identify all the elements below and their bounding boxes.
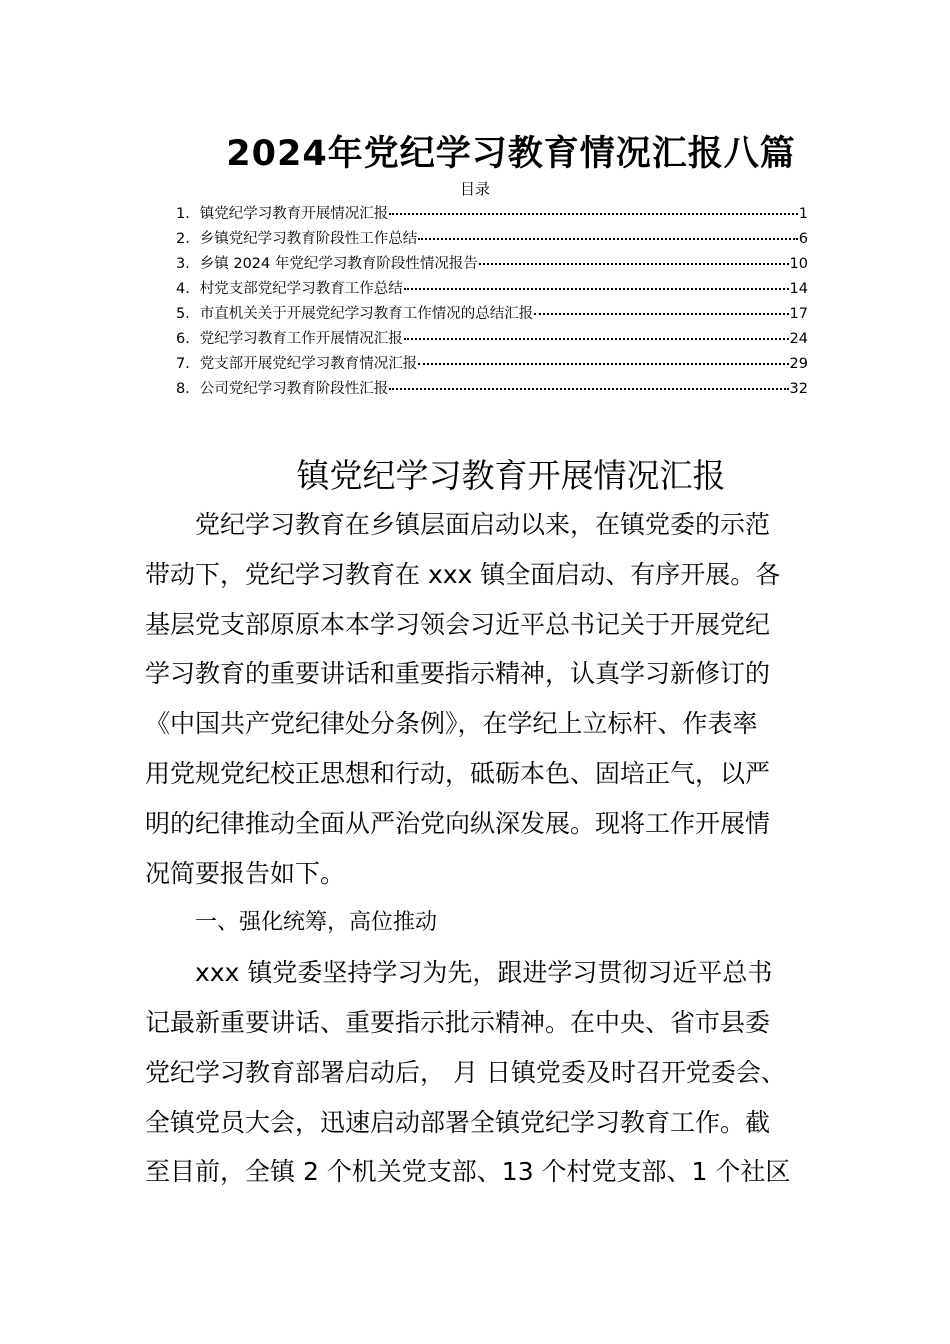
toc-entry-number: 5． [176, 306, 200, 322]
toc-entry-label: 乡镇党纪学习教育阶段性工作总结 [199, 231, 418, 247]
document-title: 2024年党纪学习教育情况汇报八篇 [226, 134, 796, 174]
toc-leader-dots [418, 363, 788, 365]
toc-entry-page: 10 [789, 256, 808, 272]
table-of-contents [176, 202, 808, 402]
body-line: 用党规党纪校正思想和行动，砥砺本色、固培正气，以严 [145, 758, 771, 788]
toc-leader-dots [404, 288, 789, 290]
toc-leader-dots [418, 238, 798, 240]
toc-entry-2[interactable] [176, 227, 808, 252]
toc-leader-dots [389, 213, 798, 215]
toc-entry-page: 1 [798, 206, 808, 222]
body-line: 学习教育的重要讲话和重要指示精神，认真学习新修订的 [145, 659, 771, 689]
toc-entry-page: 17 [789, 306, 808, 322]
body-line: 全镇党员大会，迅速启动部署全镇党纪学习教育工作。截 [145, 1107, 771, 1137]
toc-entry-number: 2． [176, 231, 200, 247]
toc-entry-4[interactable] [176, 277, 808, 302]
toc-entry-label: 镇党纪学习教育开展情况汇报 [199, 206, 389, 222]
toc-entry-7[interactable] [176, 352, 808, 377]
toc-entry-number: 1． [176, 206, 200, 222]
toc-entry-number: 4． [176, 281, 200, 297]
body-line: 况简要报告如下。 [145, 858, 346, 888]
body-line: 至目前，全镇 2 个机关党支部、13 个村党支部、1 个社区 [145, 1157, 791, 1187]
toc-entry-number: 3． [176, 256, 200, 272]
toc-entry-8[interactable] [176, 377, 808, 402]
toc-entry-1[interactable] [176, 202, 808, 227]
toc-entry-number: 8． [176, 381, 200, 397]
body-line: 带动下，党纪学习教育在 xxx 镇全面启动、有序开展。各 [145, 559, 781, 589]
toc-entry-5[interactable] [176, 302, 808, 327]
toc-entry-label: 党纪学习教育工作开展情况汇报 [199, 331, 403, 347]
toc-entry-page: 6 [798, 231, 808, 247]
section-title: 镇党纪学习教育开展情况汇报 [296, 456, 726, 495]
toc-leader-dots [404, 338, 789, 340]
toc-leader-dots [534, 313, 788, 315]
toc-entry-page: 32 [789, 381, 808, 397]
toc-entry-number: 7． [176, 356, 200, 372]
body-line: 明的纪律推动全面从严治党向纵深发展。现将工作开展情 [145, 808, 771, 838]
toc-entry-label: 党支部开展党纪学习教育情况汇报 [199, 356, 418, 372]
toc-entry-label: 公司党纪学习教育阶段性汇报 [199, 381, 389, 397]
body-text [145, 500, 810, 1197]
toc-entry-page: 29 [789, 356, 808, 372]
toc-entry-label: 市直机关关于开展党纪学习教育工作情况的总结汇报 [199, 306, 534, 322]
toc-leader-dots [389, 388, 788, 390]
body-line: 《中国共产党纪律处分条例》，在学纪上立标杆、作表率 [145, 709, 758, 739]
toc-leader-dots [479, 263, 789, 265]
toc-entry-page: 24 [789, 331, 808, 347]
toc-entry-label: 乡镇 2024 年党纪学习教育阶段性情况报告 [199, 256, 478, 272]
body-line: 党纪学习教育部署启动后， 月 日镇党委及时召开党委会、 [145, 1057, 786, 1087]
body-line: 记最新重要讲话、重要指示批示精神。在中央、省市县委 [145, 1007, 771, 1037]
toc-entry-page: 14 [789, 281, 808, 297]
subsection-heading: 一、强化统筹，高位推动 [195, 910, 438, 936]
toc-entry-6[interactable] [176, 327, 808, 352]
toc-entry-3[interactable] [176, 252, 808, 277]
body-line: 党纪学习教育在乡镇层面启动以来，在镇党委的示范 [195, 510, 771, 539]
body-line: 基层党支部原原本本学习领会习近平总书记关于开展党纪 [145, 609, 771, 639]
toc-entry-label: 村党支部党纪学习教育工作总结 [199, 281, 403, 297]
toc-heading: 目录 [459, 180, 490, 198]
toc-entry-number: 6． [176, 331, 200, 347]
body-line: xxx 镇党委坚持学习为先，跟进学习贯彻习近平总书 [195, 958, 773, 988]
